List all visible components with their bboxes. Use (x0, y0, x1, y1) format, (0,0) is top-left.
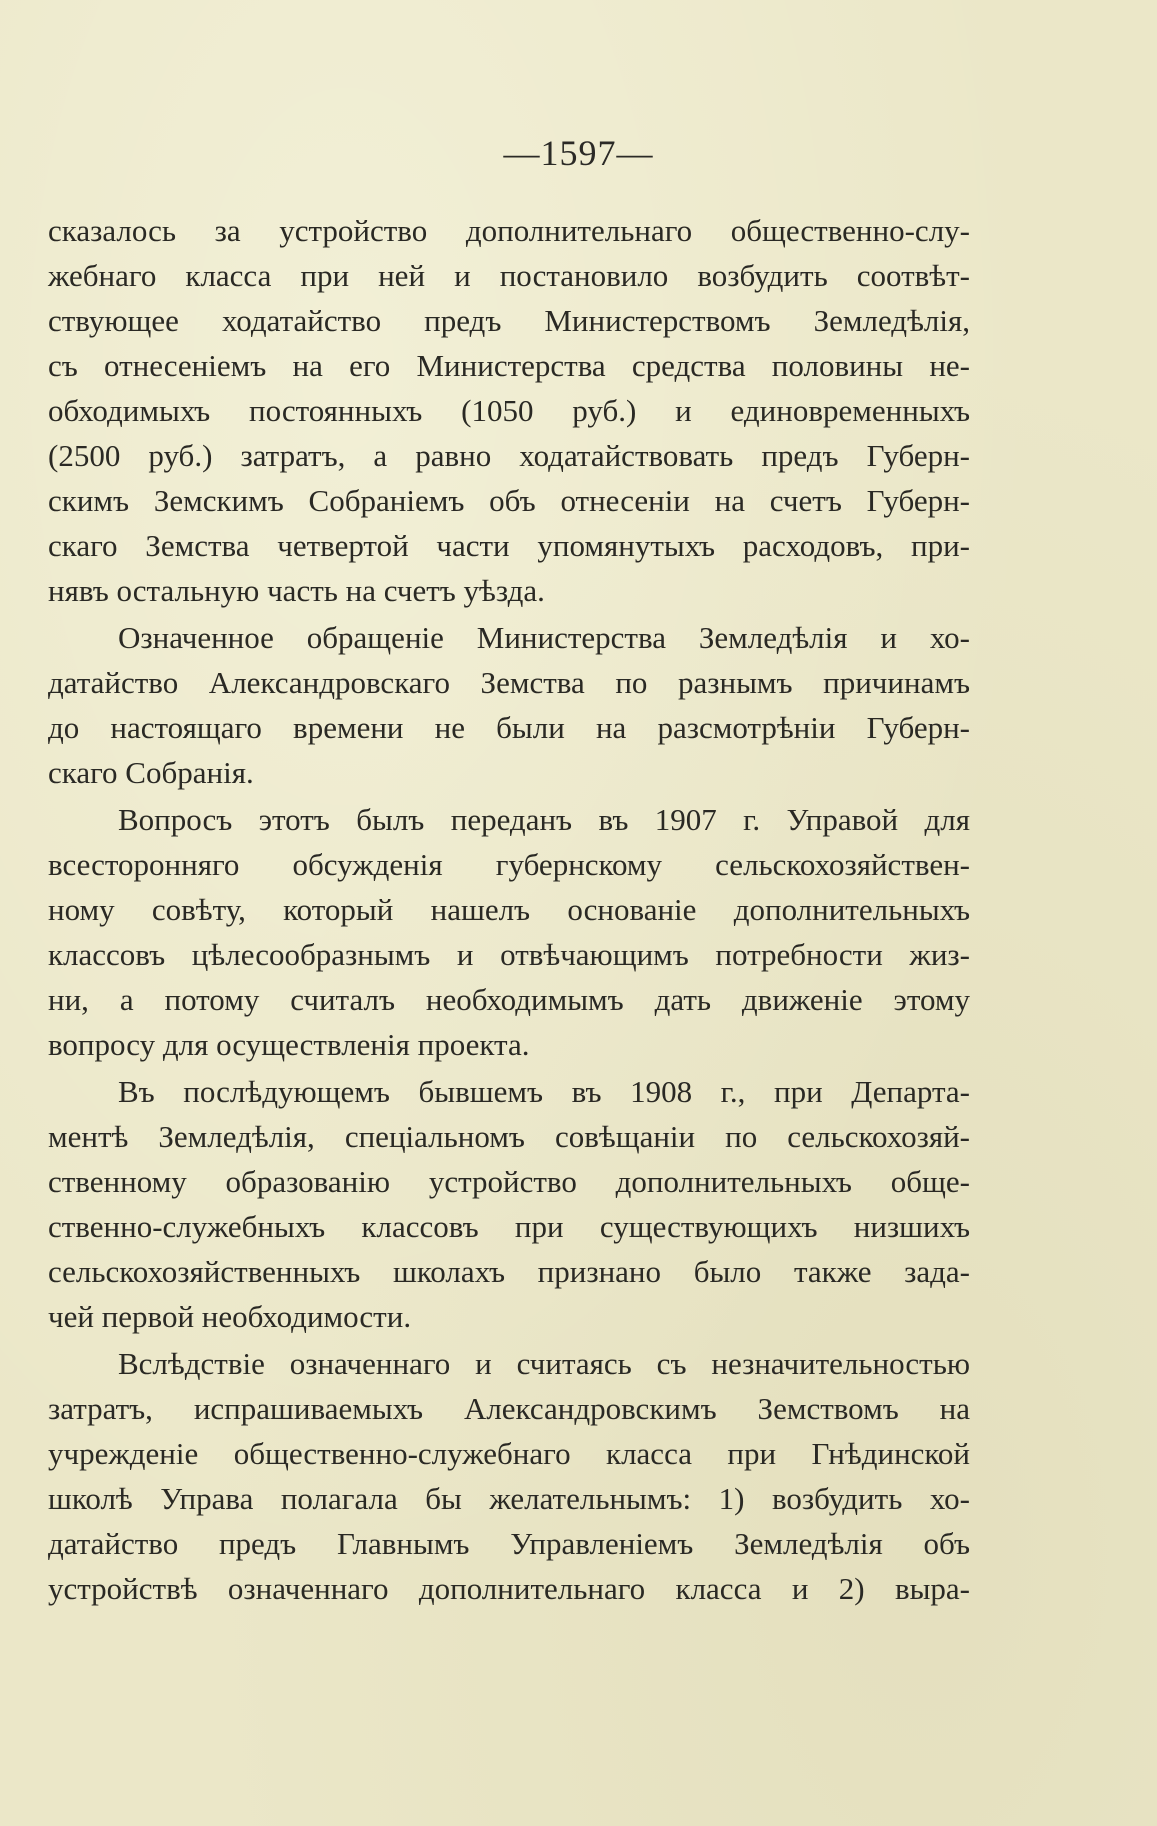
text-line: Въ послѣдующемъ бывшемъ въ 1908 г., при Департа- (118, 1074, 970, 1109)
text-line: затратъ, испрашиваемыхъ Александровскимъ Земствомъ на (48, 1391, 970, 1426)
text-line: ному совѣту, который нашелъ основаніе дополнительныхъ (48, 892, 970, 927)
text-line: скаго Земства четвертой части упомянутыхъ расходовъ, при- (48, 528, 970, 563)
text-line: ни, а потому считалъ необходимымъ дать движеніе этому (48, 982, 970, 1017)
text-line: классовъ цѣлесообразнымъ и отвѣчающимъ потребности жиз- (48, 937, 970, 972)
paragraph-1 (48, 208, 970, 613)
text-line: ментѣ Земледѣлія, спеціальномъ совѣщаніи по сельскохозяй- (48, 1119, 970, 1154)
text-line: ственному образованію устройство дополнительныхъ обще- (48, 1164, 970, 1199)
text-line: скаго Собранія. (48, 755, 254, 790)
text-line: ственно-служебныхъ классовъ при существующихъ низшихъ (48, 1209, 970, 1244)
text-line: скимъ Земскимъ Собраніемъ объ отнесеніи на счетъ Губерн- (48, 483, 970, 518)
text-line: всесторонняго обсужденія губернскому сельскохозяйствен- (48, 847, 970, 882)
text-line: до настоящаго времени не были на разсмотрѣніи Губерн- (48, 710, 970, 745)
text-line: Вслѣдствіе означеннаго и считаясь съ незначительностью (118, 1346, 970, 1381)
text-line: чей первой необходимости. (48, 1299, 412, 1334)
paragraph-2 (48, 615, 970, 795)
text-line: жебнаго класса при ней и постановило возбудить соотвѣт- (48, 258, 970, 293)
text-line: ствующее ходатайство предъ Министерствомъ Земледѣлія, (48, 303, 970, 338)
text-line: датайство Александровскаго Земства по разнымъ причинамъ (48, 665, 970, 700)
text-line: Означенное обращеніе Министерства Земледѣлія и хо- (118, 620, 970, 655)
text-line: сказалось за устройство дополнительнаго общественно-слу- (48, 213, 970, 248)
text-line: устройствѣ означеннаго дополнительнаго класса и 2) выра- (48, 1571, 970, 1606)
paragraph-4 (48, 1069, 970, 1339)
text-line: Вопросъ этотъ былъ переданъ въ 1907 г. Управой для (118, 802, 970, 837)
text-line: вопросу для осуществленія проекта. (48, 1027, 530, 1062)
text-line: съ отнесеніемъ на его Министерства средства половины не- (48, 348, 970, 383)
text-body (48, 208, 970, 1611)
text-line: обходимыхъ постоянныхъ (1050 руб.) и единовременныхъ (48, 393, 970, 428)
page-number: —1597— (503, 133, 654, 173)
text-line: сельскохозяйственныхъ школахъ признано было также зада- (48, 1254, 970, 1289)
text-line: (2500 руб.) затратъ, а равно ходатайствовать предъ Губерн- (48, 438, 970, 473)
text-line: школѣ Управа полагала бы желательнымъ: 1) возбудить хо- (48, 1481, 970, 1516)
paragraph-5 (48, 1341, 970, 1611)
text-line: датайство предъ Главнымъ Управленіемъ Земледѣлія объ (48, 1526, 970, 1561)
text-line: нявъ остальную часть на счетъ уѣзда. (48, 573, 545, 608)
paragraph-3 (48, 797, 970, 1067)
text-line: учрежденіе общественно-служебнаго класса при Гнѣдинской (48, 1436, 970, 1471)
